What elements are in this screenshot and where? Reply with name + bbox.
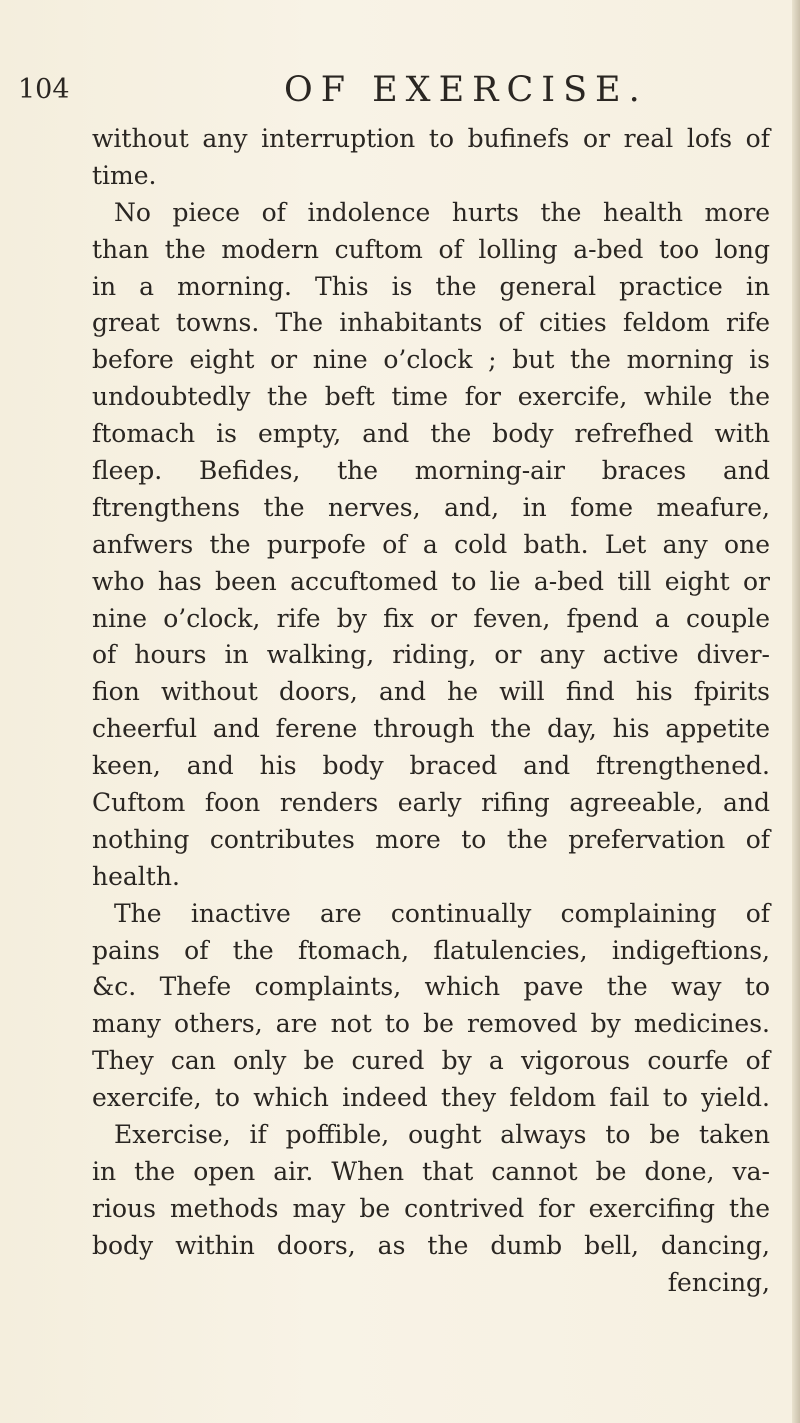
text-line: pains of the ftomach, flatulencies, indigeftions,	[92, 935, 770, 965]
text-line: great towns. The inhabitants of cities feldom rife	[92, 308, 770, 338]
text-line: anfwers the purpofe of a cold bath. Let any one	[92, 529, 770, 559]
text-line: Cuftom foon renders early rifing agreeable, and	[92, 788, 770, 818]
text-line: keen, and his body braced and ftrengthened.	[92, 751, 770, 781]
text-line: many others, are not to be removed by medicines.	[92, 1009, 770, 1039]
text-line: exercife, to which indeed they feldom fail to yield.	[92, 1083, 770, 1113]
text-line: undoubtedly the beft time for exercife, while the	[92, 382, 770, 412]
text-line: than the modern cuftom of lolling a-bed too long	[92, 234, 770, 264]
text-line: fleep. Befides, the morning-air braces and	[92, 456, 770, 486]
text-line: of hours in walking, riding, or any active diver-	[92, 640, 770, 670]
text-line: rious methods may be contrived for exercifing the	[92, 1193, 770, 1223]
text-line: fion without doors, and he will find his fpirits	[92, 677, 770, 707]
text-line: No piece of indolence hurts the health more	[114, 197, 770, 227]
text-line: health.	[92, 861, 180, 891]
text-line: ftomach is empty, and the body refrefhed with	[92, 419, 770, 449]
text-line: Exercise, if poffible, ought always to be taken	[114, 1120, 770, 1150]
text-line: before eight or nine o’clock ; but the morning is	[92, 345, 770, 375]
catchword: fencing,	[667, 1267, 770, 1297]
running-head: OF EXERCISE.	[284, 70, 648, 110]
text-line: time.	[92, 160, 157, 190]
text-line: cheerful and ferene through the day, his appetite	[92, 714, 770, 744]
page-number: 104	[18, 74, 70, 105]
text-line: ftrengthens the nerves, and, in fome meafure,	[92, 492, 770, 522]
text-line: They can only be cured by a vigorous courfe of	[92, 1046, 770, 1076]
text-line: nothing contributes more to the prefervation of	[92, 824, 770, 854]
text-line: in a morning. This is the general practice in	[92, 271, 770, 301]
text-line: body within doors, as the dumb bell, dancing,	[92, 1230, 770, 1260]
text-line: The inactive are continually complaining of	[114, 898, 770, 928]
text-line: without any interruption to bufinefs or real lofs of	[92, 124, 770, 153]
text-line: &c. Thefe complaints, which pave the way to	[92, 972, 770, 1002]
text-line: in the open air. When that cannot be done, va-	[92, 1156, 770, 1186]
page-edge	[792, 0, 800, 1423]
body-text	[92, 121, 770, 1302]
text-line: nine o’clock, rife by fix or feven, fpend a couple	[92, 603, 770, 633]
text-line: who has been accuftomed to lie a-bed till eight or	[92, 566, 770, 596]
